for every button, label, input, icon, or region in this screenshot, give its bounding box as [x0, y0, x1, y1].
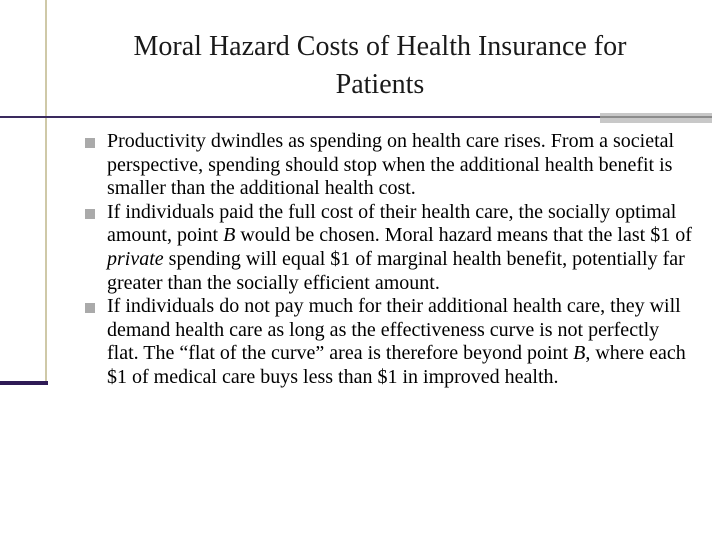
title-divider [0, 113, 712, 125]
title-divider-line [0, 116, 600, 118]
bullet-2-text-part-2: would be chosen. Moral hazard means that the last $1 of [235, 224, 692, 247]
title-divider-band [600, 113, 712, 123]
bullet-1-text: Productivity dwindles as spending on health care rises. From a societal perspective, spending should stop when the additional health benefit is smaller than the additional health cost. [107, 130, 675, 200]
square-bullet-icon [85, 303, 95, 313]
slide-title-line-1: Moral Hazard Costs of Health Insurance for [133, 31, 627, 62]
bullet-2-italic-point: B [223, 224, 236, 247]
slide-title-line-2: Patients [335, 69, 425, 100]
bullet-item-1 [85, 130, 695, 201]
bullet-item-2 [85, 201, 695, 295]
bullet-2-text-part-3: spending will equal $1 of marginal health benefit, potentially far greater than the socially efficient amount. [107, 247, 685, 294]
bullet-3-text-part-2: , where each $1 of medical care buys less than $1 in improved health. [107, 342, 686, 388]
left-accent-rule [0, 0, 48, 540]
square-bullet-icon [85, 138, 95, 148]
title-divider-band-line [600, 116, 712, 118]
bullet-list [85, 130, 695, 390]
bullet-2-text-part-1: If individuals paid the full cost of their health care, the socially optimal amount, point [107, 200, 677, 247]
bullet-2-italic-private: private [107, 247, 164, 270]
left-accent-bar [0, 381, 48, 385]
bullet-item-3 [85, 295, 695, 389]
bullet-3-text-part-1: If individuals do not pay much for their additional health care, they will demand health care as long as the effectiveness curve is not perfectly flat. The “flat of the curve” area is therefore beyond point [107, 295, 681, 365]
slide-title [80, 28, 680, 104]
square-bullet-icon [85, 209, 95, 219]
left-accent-line [45, 0, 47, 383]
bullet-3-italic-point: B [573, 342, 586, 365]
